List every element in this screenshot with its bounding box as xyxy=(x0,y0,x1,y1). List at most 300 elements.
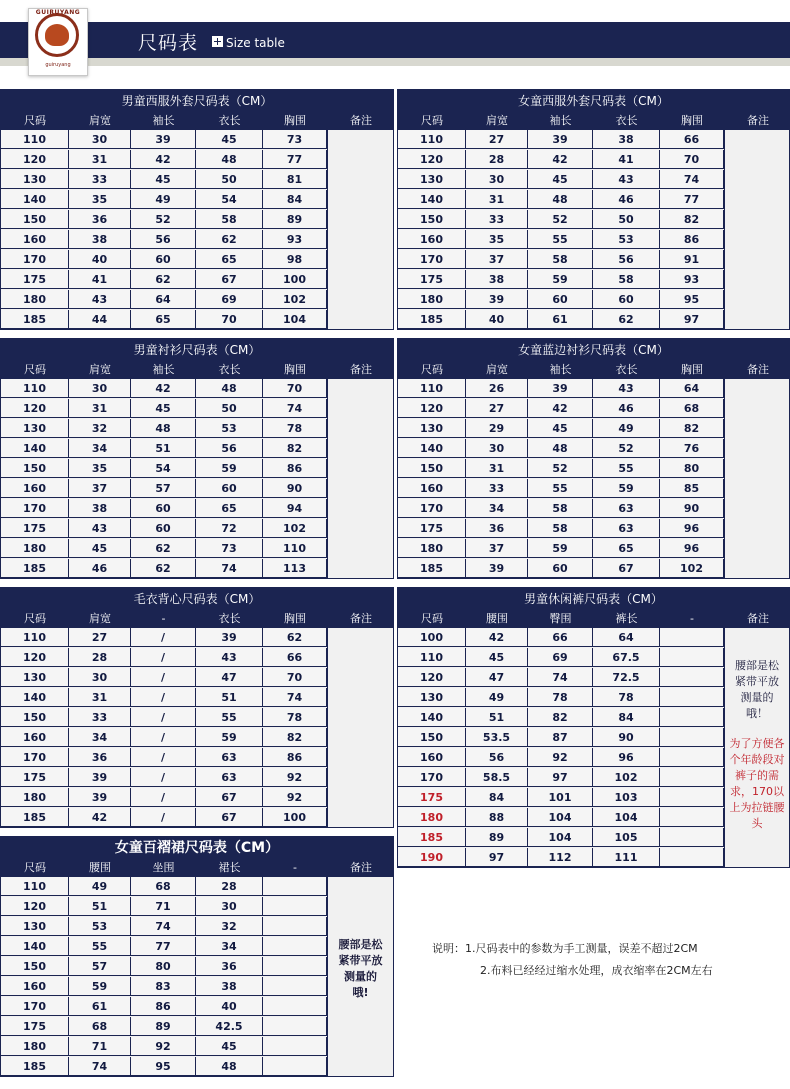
value-cell: 92 xyxy=(263,768,327,787)
table-title: 女童百褶裙尺码表（CM） xyxy=(1,837,393,859)
table-header-row xyxy=(1,610,393,628)
column-header: 衣长 xyxy=(615,363,638,376)
value-cell: 59 xyxy=(196,728,263,747)
value-cell: 81 xyxy=(263,170,327,189)
value-cell xyxy=(263,897,327,916)
value-cell: 55 xyxy=(528,479,593,498)
table-title: 男童衬衫尺码表（CM） xyxy=(1,339,393,361)
header-stripe xyxy=(0,58,790,66)
value-cell: 39 xyxy=(131,130,196,149)
size-cell: 175 xyxy=(398,788,466,807)
logo-brand-sub: guiruyang xyxy=(45,62,71,68)
value-cell: 65 xyxy=(593,539,660,558)
table-header-row xyxy=(1,112,393,130)
value-cell: 59 xyxy=(528,539,593,558)
value-cell: 35 xyxy=(69,459,131,478)
value-cell: 50 xyxy=(196,170,263,189)
value-cell: 33 xyxy=(466,210,528,229)
value-cell: 77 xyxy=(131,937,196,956)
table-header-row xyxy=(1,361,393,379)
size-cell: 110 xyxy=(398,648,466,667)
value-cell: 71 xyxy=(69,1037,131,1056)
value-cell: 104 xyxy=(528,828,593,847)
size-cell: 180 xyxy=(398,539,466,558)
value-cell: 74 xyxy=(660,170,724,189)
value-cell: 42 xyxy=(131,379,196,398)
value-cell: 46 xyxy=(593,190,660,209)
value-cell: 27 xyxy=(466,399,528,418)
value-cell: 68 xyxy=(131,877,196,896)
value-cell: 60 xyxy=(593,290,660,309)
value-cell xyxy=(660,788,724,807)
value-cell xyxy=(660,748,724,767)
size-cell: 170 xyxy=(1,499,69,518)
value-cell: 84 xyxy=(593,708,660,727)
value-cell: 40 xyxy=(69,250,131,269)
value-cell: 61 xyxy=(528,310,593,329)
value-cell: 67 xyxy=(196,788,263,807)
column-header: 胸围 xyxy=(284,363,306,376)
column-header: 胸围 xyxy=(284,612,306,625)
table-header-row xyxy=(398,361,789,379)
value-cell: 93 xyxy=(660,270,724,289)
size-cell: 120 xyxy=(398,150,466,169)
size-cell: 160 xyxy=(1,728,69,747)
size-cell: 175 xyxy=(1,768,69,787)
column-header: 尺码 xyxy=(24,363,46,376)
value-cell: 78 xyxy=(593,688,660,707)
value-cell xyxy=(263,877,327,896)
size-cell: 150 xyxy=(1,210,69,229)
value-cell xyxy=(660,728,724,747)
value-cell: 34 xyxy=(196,937,263,956)
column-header: 肩宽 xyxy=(89,114,111,127)
value-cell: 57 xyxy=(69,957,131,976)
value-cell: 70 xyxy=(660,150,724,169)
column-header: 备注 xyxy=(747,114,769,127)
size-cell: 120 xyxy=(1,150,69,169)
remarks-cell xyxy=(724,130,789,329)
value-cell: 97 xyxy=(466,848,528,867)
value-cell: 59 xyxy=(196,459,263,478)
value-cell: 33 xyxy=(69,708,131,727)
value-cell: 60 xyxy=(196,479,263,498)
value-cell: 102 xyxy=(593,768,660,787)
value-cell: 58 xyxy=(593,270,660,289)
size-cell: 140 xyxy=(398,708,466,727)
value-cell: 52 xyxy=(131,210,196,229)
table-header-row xyxy=(398,112,789,130)
value-cell: 62 xyxy=(196,230,263,249)
value-cell: 74 xyxy=(131,917,196,936)
value-cell: 105 xyxy=(593,828,660,847)
column-header: 肩宽 xyxy=(486,114,508,127)
logo-emblem-icon xyxy=(35,13,79,57)
value-cell: 41 xyxy=(593,150,660,169)
value-cell: 62 xyxy=(131,270,196,289)
remarks-cell xyxy=(327,379,393,578)
value-cell: 102 xyxy=(660,559,724,578)
value-cell: 54 xyxy=(196,190,263,209)
size-cell: 175 xyxy=(1,270,69,289)
table-title: 女童西服外套尺码表（CM） xyxy=(398,90,789,112)
size-cell: 175 xyxy=(1,519,69,538)
value-cell: 35 xyxy=(466,230,528,249)
value-cell: 42 xyxy=(131,150,196,169)
column-header: 胸围 xyxy=(681,363,703,376)
value-cell: 97 xyxy=(528,768,593,787)
table-title: 毛衣背心尺码表（CM） xyxy=(1,588,393,610)
remark-note: 腰部是松紧带平放测量的哦！ xyxy=(735,659,779,720)
value-cell: 65 xyxy=(131,310,196,329)
size-cell: 190 xyxy=(398,848,466,867)
column-header: - xyxy=(161,612,166,625)
value-cell: 64 xyxy=(593,628,660,647)
value-cell: 80 xyxy=(660,459,724,478)
value-cell: 31 xyxy=(69,688,131,707)
value-cell: 53 xyxy=(593,230,660,249)
value-cell: 35 xyxy=(69,190,131,209)
value-cell: 96 xyxy=(660,519,724,538)
size-cell: 185 xyxy=(1,808,69,827)
value-cell: 30 xyxy=(69,379,131,398)
value-cell: 74 xyxy=(69,1057,131,1076)
size-cell: 140 xyxy=(1,688,69,707)
value-cell: / xyxy=(131,668,196,687)
value-cell xyxy=(660,848,724,867)
value-cell: 62 xyxy=(263,628,327,647)
value-cell: 90 xyxy=(660,499,724,518)
value-cell: 29 xyxy=(466,419,528,438)
value-cell xyxy=(263,917,327,936)
value-cell: 34 xyxy=(69,728,131,747)
value-cell: 113 xyxy=(263,559,327,578)
size-cell: 120 xyxy=(1,399,69,418)
value-cell: 68 xyxy=(660,399,724,418)
size-cell: 130 xyxy=(1,668,69,687)
value-cell: 104 xyxy=(528,808,593,827)
value-cell: 70 xyxy=(196,310,263,329)
column-header: 尺码 xyxy=(24,114,46,127)
value-cell: 88 xyxy=(466,808,528,827)
value-cell xyxy=(263,977,327,996)
value-cell: 38 xyxy=(466,270,528,289)
value-cell: 38 xyxy=(196,977,263,996)
column-header: 坐围 xyxy=(152,861,175,874)
value-cell: 28 xyxy=(196,877,263,896)
value-cell: 39 xyxy=(69,788,131,807)
value-cell xyxy=(660,688,724,707)
column-header: 尺码 xyxy=(24,612,46,625)
page-title: 尺码表 xyxy=(138,32,199,54)
size-cell: 160 xyxy=(398,230,466,249)
value-cell: 66 xyxy=(660,130,724,149)
value-cell: / xyxy=(131,648,196,667)
value-cell xyxy=(263,997,327,1016)
value-cell: 31 xyxy=(466,190,528,209)
value-cell: 98 xyxy=(263,250,327,269)
size-cell: 140 xyxy=(1,190,69,209)
value-cell xyxy=(263,957,327,976)
value-cell: 30 xyxy=(69,130,131,149)
value-cell: 28 xyxy=(69,648,131,667)
size-cell: 120 xyxy=(1,648,69,667)
value-cell: 64 xyxy=(660,379,724,398)
value-cell: 38 xyxy=(69,499,131,518)
value-cell xyxy=(660,668,724,687)
value-cell: 60 xyxy=(131,250,196,269)
value-cell: 43 xyxy=(196,648,263,667)
value-cell: 92 xyxy=(131,1037,196,1056)
plus-icon xyxy=(212,36,223,47)
value-cell: 74 xyxy=(263,399,327,418)
size-table-girls-suit xyxy=(397,89,790,330)
value-cell: 59 xyxy=(528,270,593,289)
remark-line-2: 2.布料已经经过缩水处理，成衣缩率在2CM左右 xyxy=(480,964,713,977)
page-header xyxy=(0,0,790,72)
value-cell: 48 xyxy=(131,419,196,438)
column-header: 衣长 xyxy=(218,114,241,127)
value-cell: 40 xyxy=(466,310,528,329)
table-header-row xyxy=(1,859,393,877)
value-cell: 48 xyxy=(196,379,263,398)
value-cell: 48 xyxy=(528,439,593,458)
column-header: 尺码 xyxy=(24,861,46,874)
size-cell: 170 xyxy=(1,250,69,269)
value-cell: 58 xyxy=(528,250,593,269)
value-cell xyxy=(660,828,724,847)
value-cell: 72.5 xyxy=(593,668,660,687)
value-cell: 92 xyxy=(528,748,593,767)
value-cell: 32 xyxy=(196,917,263,936)
value-cell: 31 xyxy=(69,150,131,169)
size-cell: 150 xyxy=(398,210,466,229)
value-cell: 112 xyxy=(528,848,593,867)
value-cell: 84 xyxy=(263,190,327,209)
value-cell: 74 xyxy=(263,688,327,707)
value-cell: 82 xyxy=(263,728,327,747)
size-cell: 180 xyxy=(398,808,466,827)
table-title: 女童蓝边衬衫尺码表（CM） xyxy=(398,339,789,361)
column-header: 衣长 xyxy=(218,612,241,625)
value-cell: 52 xyxy=(593,439,660,458)
value-cell: 74 xyxy=(528,668,593,687)
value-cell: 45 xyxy=(466,648,528,667)
table-title: 男童休闲裤尺码表（CM） xyxy=(398,588,789,610)
value-cell: 67.5 xyxy=(593,648,660,667)
value-cell: 92 xyxy=(263,788,327,807)
size-cell: 130 xyxy=(1,170,69,189)
value-cell: 45 xyxy=(131,170,196,189)
value-cell: 61 xyxy=(69,997,131,1016)
size-table-boys-suit xyxy=(0,89,394,330)
value-cell: 51 xyxy=(196,688,263,707)
value-cell: 33 xyxy=(466,479,528,498)
value-cell: 86 xyxy=(660,230,724,249)
size-cell: 120 xyxy=(1,897,69,916)
size-cell: 110 xyxy=(1,628,69,647)
value-cell: 36 xyxy=(69,748,131,767)
value-cell: 89 xyxy=(466,828,528,847)
value-cell: 70 xyxy=(263,379,327,398)
column-header: 备注 xyxy=(747,363,769,376)
value-cell: 101 xyxy=(528,788,593,807)
column-header: 裤长 xyxy=(615,612,638,625)
value-cell: 42 xyxy=(69,808,131,827)
column-header: 袖长 xyxy=(549,114,572,127)
value-cell: 102 xyxy=(263,519,327,538)
column-header: - xyxy=(690,612,694,625)
column-header: 腰围 xyxy=(486,612,508,625)
size-cell: 170 xyxy=(1,997,69,1016)
value-cell: 39 xyxy=(466,290,528,309)
value-cell: 69 xyxy=(528,648,593,667)
size-table-girls-shirt xyxy=(397,338,790,579)
value-cell: 110 xyxy=(263,539,327,558)
table-title: 男童西服外套尺码表（CM） xyxy=(1,90,393,112)
value-cell: 32 xyxy=(69,419,131,438)
value-cell: 89 xyxy=(131,1017,196,1036)
size-cell: 110 xyxy=(398,130,466,149)
value-cell: 67 xyxy=(593,559,660,578)
size-table-girls-skirt xyxy=(0,836,394,1077)
value-cell: 59 xyxy=(69,977,131,996)
value-cell: 38 xyxy=(69,230,131,249)
value-cell: 66 xyxy=(263,648,327,667)
value-cell: 47 xyxy=(466,668,528,687)
value-cell: 63 xyxy=(196,768,263,787)
value-cell: 40 xyxy=(196,997,263,1016)
remarks-cell xyxy=(327,130,393,329)
remarks-cell xyxy=(724,628,789,867)
value-cell: 58 xyxy=(528,519,593,538)
value-cell: 72 xyxy=(196,519,263,538)
size-cell: 140 xyxy=(398,190,466,209)
value-cell: 63 xyxy=(593,519,660,538)
value-cell: 34 xyxy=(69,439,131,458)
value-cell: 37 xyxy=(466,539,528,558)
value-cell: 34 xyxy=(466,499,528,518)
value-cell: 96 xyxy=(593,748,660,767)
size-cell: 175 xyxy=(398,519,466,538)
column-header: 袖长 xyxy=(152,114,175,127)
size-cell: 130 xyxy=(398,419,466,438)
value-cell: 42.5 xyxy=(196,1017,263,1036)
value-cell: 77 xyxy=(660,190,724,209)
header-band xyxy=(0,22,790,58)
value-cell xyxy=(660,768,724,787)
value-cell: 43 xyxy=(69,519,131,538)
value-cell: 77 xyxy=(263,150,327,169)
value-cell: 49 xyxy=(69,877,131,896)
value-cell: 37 xyxy=(69,479,131,498)
column-header: 备注 xyxy=(350,612,372,625)
value-cell xyxy=(660,808,724,827)
page-subtitle: Size table xyxy=(226,36,285,50)
value-cell: 62 xyxy=(131,539,196,558)
value-cell: 55 xyxy=(69,937,131,956)
value-cell: 36 xyxy=(466,519,528,538)
column-header: 袖长 xyxy=(152,363,175,376)
value-cell: 76 xyxy=(660,439,724,458)
value-cell: 97 xyxy=(660,310,724,329)
size-cell: 185 xyxy=(398,559,466,578)
value-cell: 45 xyxy=(196,1037,263,1056)
value-cell: 38 xyxy=(593,130,660,149)
value-cell xyxy=(263,937,327,956)
value-cell: 80 xyxy=(131,957,196,976)
value-cell: 52 xyxy=(528,210,593,229)
value-cell: 78 xyxy=(263,708,327,727)
size-cell: 180 xyxy=(398,290,466,309)
value-cell: 50 xyxy=(593,210,660,229)
column-header: 衣长 xyxy=(615,114,638,127)
value-cell: 36 xyxy=(196,957,263,976)
size-cell: 130 xyxy=(398,170,466,189)
value-cell: 111 xyxy=(593,848,660,867)
value-cell: 55 xyxy=(528,230,593,249)
size-cell: 170 xyxy=(398,768,466,787)
value-cell xyxy=(263,1057,327,1076)
value-cell: 56 xyxy=(196,439,263,458)
value-cell: 57 xyxy=(131,479,196,498)
column-header: 袖长 xyxy=(549,363,572,376)
value-cell: 69 xyxy=(196,290,263,309)
size-cell: 160 xyxy=(398,479,466,498)
size-cell: 100 xyxy=(398,628,466,647)
value-cell: 62 xyxy=(131,559,196,578)
value-cell: 104 xyxy=(593,808,660,827)
value-cell: 86 xyxy=(263,748,327,767)
value-cell: 66 xyxy=(528,628,593,647)
value-cell xyxy=(263,1037,327,1056)
value-cell: 53 xyxy=(69,917,131,936)
value-cell: 50 xyxy=(196,399,263,418)
value-cell: 84 xyxy=(466,788,528,807)
value-cell: 51 xyxy=(466,708,528,727)
value-cell: 67 xyxy=(196,270,263,289)
size-cell: 185 xyxy=(1,310,69,329)
size-cell: 185 xyxy=(1,1057,69,1076)
value-cell: 56 xyxy=(593,250,660,269)
value-cell: 48 xyxy=(196,150,263,169)
value-cell: 63 xyxy=(593,499,660,518)
value-cell: 90 xyxy=(263,479,327,498)
value-cell: 59 xyxy=(593,479,660,498)
value-cell: 47 xyxy=(196,668,263,687)
column-header: 尺码 xyxy=(421,114,443,127)
size-cell: 150 xyxy=(1,459,69,478)
value-cell: 49 xyxy=(593,419,660,438)
size-cell: 180 xyxy=(1,1037,69,1056)
logo-brand-name: GUIRUYANG xyxy=(35,9,81,16)
value-cell: 51 xyxy=(69,897,131,916)
value-cell: 45 xyxy=(528,419,593,438)
size-cell: 150 xyxy=(398,459,466,478)
value-cell: / xyxy=(131,628,196,647)
value-cell: 46 xyxy=(69,559,131,578)
brand-logo xyxy=(28,8,88,76)
value-cell: 54 xyxy=(131,459,196,478)
value-cell: 74 xyxy=(196,559,263,578)
column-header: 裙长 xyxy=(218,861,241,874)
column-header: 腰围 xyxy=(89,861,111,874)
value-cell: 104 xyxy=(263,310,327,329)
value-cell: 86 xyxy=(131,997,196,1016)
column-header: - xyxy=(293,861,297,874)
column-header: 尺码 xyxy=(421,363,443,376)
value-cell: 39 xyxy=(69,768,131,787)
